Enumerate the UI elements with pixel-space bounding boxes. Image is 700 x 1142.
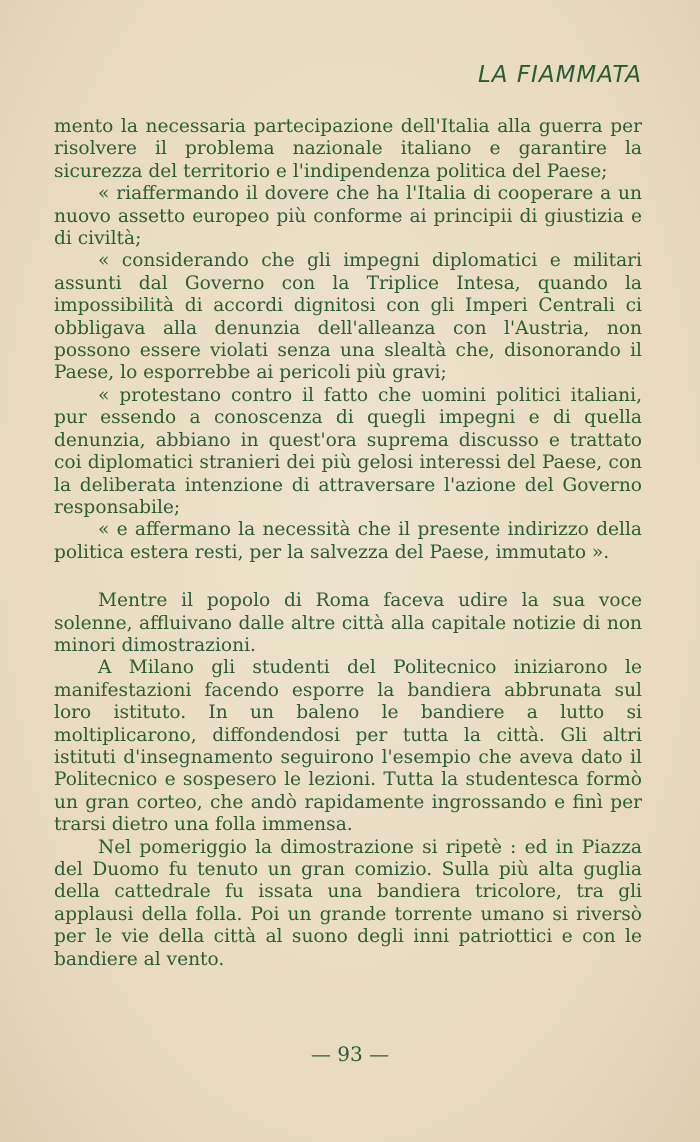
- paragraph: mento la necessaria partecipazione dell'Italia alla guerra per risolvere il problema nazionale italiano e garantire la sicurezza del territorio e l'indipendenza politica del Paese;: [54, 116, 642, 182]
- paragraph: Mentre il popolo di Roma faceva udire la sua voce solenne, affluivano dalle altre città alla capitale notizie di non minori dimostrazioni.: [54, 590, 642, 656]
- body-text: [54, 116, 642, 971]
- paragraph: Nel pomeriggio la dimostrazione si ripetè : ed in Piazza del Duomo fu tenuto un gran comizio. Sulla più alta guglia della cattedrale fu issata una bandiera tricolore, tra gli applausi della folla. Poi un grande torrente umano si riversò per le vie della città al suono degli inni patriottici e con le bandiere al vento.: [54, 836, 642, 970]
- paragraph: A Milano gli studenti del Politecnico iniziarono le manifestazioni facendo esporre la bandiera abbrunata sul loro istituto. In un baleno le bandiere a lutto si moltiplicarono, diffondendosi per tutta la città. Gli altri istituti d'insegnamento seguirono l'esempio che aveva dato il Politecnico e sospesero le lezioni. Tutta la studentesca formò un gran corteo, che andò rapidamente ingrossando e finì per trarsi dietro una folla immensa.: [54, 657, 642, 836]
- paragraph: « e affermano la necessità che il presente indirizzo della politica estera resti, per la salvezza del Paese, immutato ».: [54, 519, 642, 563]
- paragraph: « considerando che gli impegni diplomatici e militari assunti dal Governo con la Triplice Intesa, quando la impossibilità di accordi dignitosi con gli Imperi Centrali ci obbligava alla denunzia dell'alleanza con l'Austria, non possono essere violati senza una slealtà che, disonorando il Paese, lo esporrebbe ai pericoli più gravi;: [54, 250, 642, 384]
- paragraph: « riaffermando il dovere che ha l'Italia di cooperare a un nuovo assetto europeo più conforme ai principii di giustizia e di civiltà;: [54, 183, 642, 250]
- running-title: LA FIAMMATA: [477, 62, 642, 88]
- page-number: — 93 —: [310, 1042, 390, 1066]
- paragraph: « protestano contro il fatto che uomini politici italiani, pur essendo a conoscenza di quegli impegni e di quella denunzia, abbiano in quest'ora suprema discusso e trattato coi diplomatici stranieri dei più gelosi interessi del Paese, con la deliberata intenzione di attraversare l'azione del Governo responsabile;: [54, 384, 642, 518]
